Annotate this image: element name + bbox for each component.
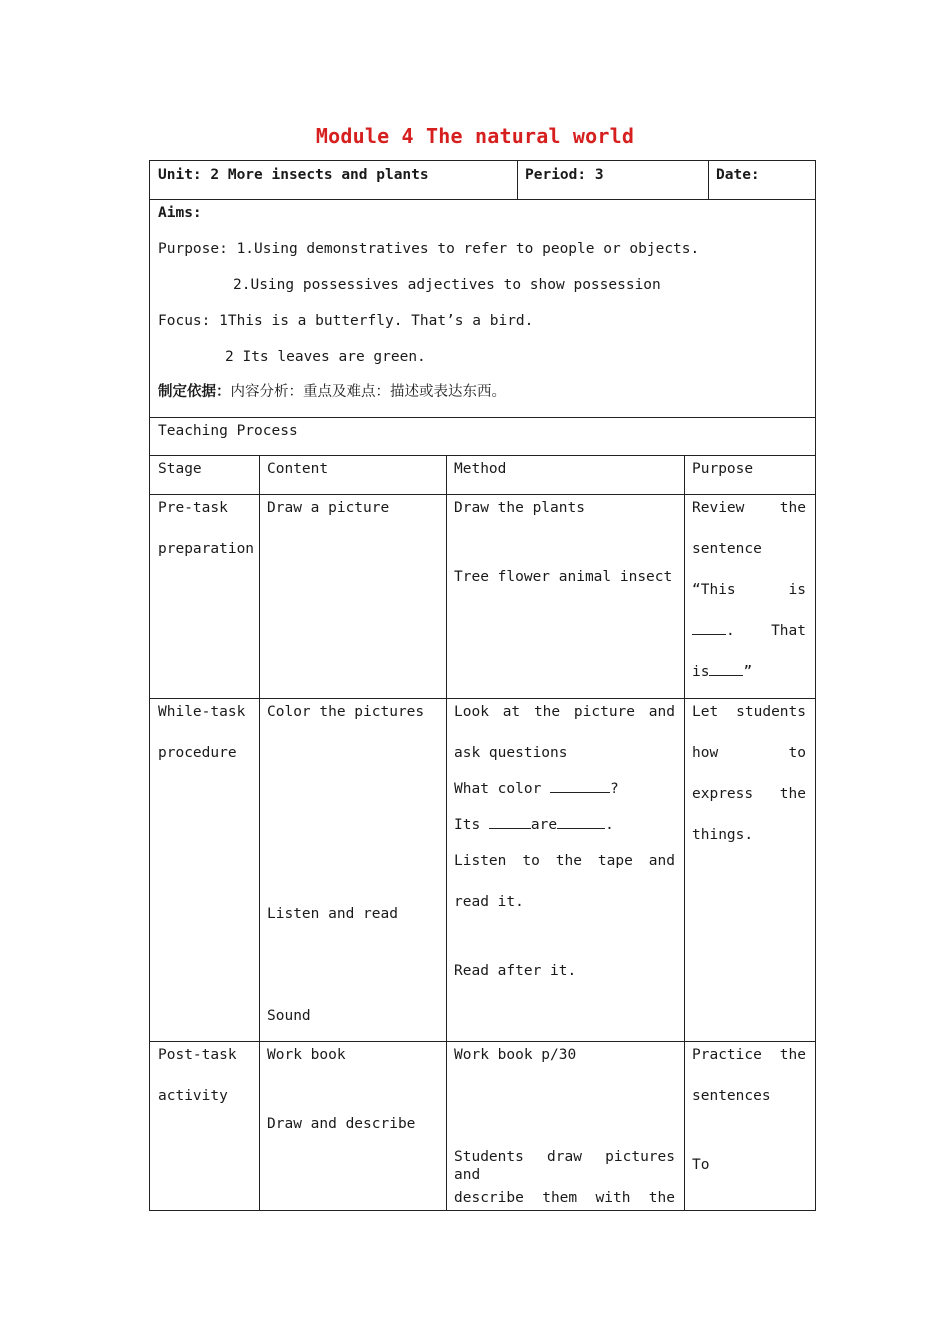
table-row	[149, 1041, 260, 1211]
row2-method-its: Its	[454, 817, 489, 833]
row3-purpose-line1: Practice the	[692, 1047, 806, 1063]
row2-purpose-line4: things.	[692, 827, 754, 843]
date-label: Date:	[716, 167, 760, 183]
row1-purpose-line5	[692, 663, 752, 681]
row2-content-line3: Sound	[267, 1008, 311, 1024]
col-method-header: Method	[454, 461, 507, 477]
row1-method-line2: Tree flower animal insect	[454, 569, 673, 585]
row2-purpose-line1: Let students	[692, 704, 806, 720]
basis-text: 内容分析：重点及难点：描述或表达东西。	[230, 384, 506, 400]
row2-method-line6: read it.	[454, 894, 524, 910]
row3-method-line1: Work book p/30	[454, 1047, 577, 1063]
row1-content: Draw a picture	[267, 500, 390, 516]
row1-stage-line2: preparation	[158, 541, 255, 557]
row2-method-line4	[454, 816, 614, 834]
focus-line-1: Focus: 1This is a butterfly. That’s a bird.	[158, 313, 534, 329]
period-label: Period: 3	[525, 167, 604, 183]
row2-method-are: are	[530, 817, 558, 833]
purpose-line-1: Purpose: 1.Using demonstratives to refer to people or objects.	[158, 241, 700, 257]
fill-blank	[550, 780, 610, 793]
document-title: Module 4 The natural world	[315, 124, 635, 148]
purpose-line-2: 2.Using possessives adjectives to show possession	[233, 277, 661, 293]
row2-method-line1: Look at the picture and	[454, 704, 675, 720]
row3-stage-line1: Post-task	[158, 1047, 237, 1063]
col-content-header: Content	[267, 461, 329, 477]
table-row	[684, 1041, 816, 1211]
row2-content-line2: Listen and read	[267, 906, 398, 922]
table-row	[149, 494, 260, 699]
row3-purpose-line3: To	[692, 1157, 710, 1173]
focus-line-2: 2 Its leaves are green.	[225, 349, 426, 365]
row2-stage-line1: While-task	[158, 704, 246, 720]
row3-purpose-line2: sentences	[692, 1088, 771, 1104]
unit-label: Unit: 2 More insects and plants	[158, 167, 429, 183]
fill-blank	[692, 622, 726, 635]
row1-purpose-is: is	[692, 664, 710, 680]
teaching-process-heading: Teaching Process	[158, 423, 298, 439]
row2-method-period: .	[605, 817, 614, 833]
table-row	[446, 1041, 685, 1211]
row1-purpose-line1: Review the	[692, 500, 806, 516]
row2-method-line7: Read after it.	[454, 963, 577, 979]
row2-content-line1: Color the pictures	[267, 704, 425, 720]
row1-purpose-line2: sentence	[692, 541, 762, 557]
row3-method-line2: Students draw pictures and	[454, 1149, 675, 1183]
row1-purpose-quote: ”	[743, 664, 753, 680]
table-row	[259, 698, 447, 1042]
basis-label: 制定依据：	[158, 384, 231, 400]
row1-purpose-line3: “This is	[692, 582, 806, 598]
row3-content-line1: Work book	[267, 1047, 346, 1063]
row1-stage-line1: Pre-task	[158, 500, 228, 516]
row3-method-line3: describe them with the	[454, 1190, 675, 1206]
fill-blank	[709, 663, 743, 676]
row2-method-line5: Listen to the tape and	[454, 853, 675, 869]
row2-method-qmark: ?	[610, 781, 619, 797]
table-row	[446, 494, 685, 699]
fill-blank	[489, 816, 531, 829]
row2-stage-line2: procedure	[158, 745, 237, 761]
row3-content-line2: Draw and describe	[267, 1116, 416, 1132]
aims-label: Aims:	[158, 205, 202, 221]
row2-method-line3	[454, 780, 619, 798]
row2-method-whatcolor: What color	[454, 781, 551, 797]
row1-purpose-that: . That	[726, 623, 806, 639]
row2-method-line2: ask questions	[454, 745, 568, 761]
row2-purpose-line3: express the	[692, 786, 806, 802]
table-row	[259, 494, 447, 699]
row1-method-line1: Draw the plants	[454, 500, 585, 516]
row2-purpose-line2: how to	[692, 745, 806, 761]
col-stage-header: Stage	[158, 461, 202, 477]
col-purpose-header: Purpose	[692, 461, 754, 477]
basis-line	[158, 383, 506, 401]
fill-blank	[557, 816, 605, 829]
row1-purpose-line4	[692, 622, 806, 640]
row3-stage-line2: activity	[158, 1088, 228, 1104]
